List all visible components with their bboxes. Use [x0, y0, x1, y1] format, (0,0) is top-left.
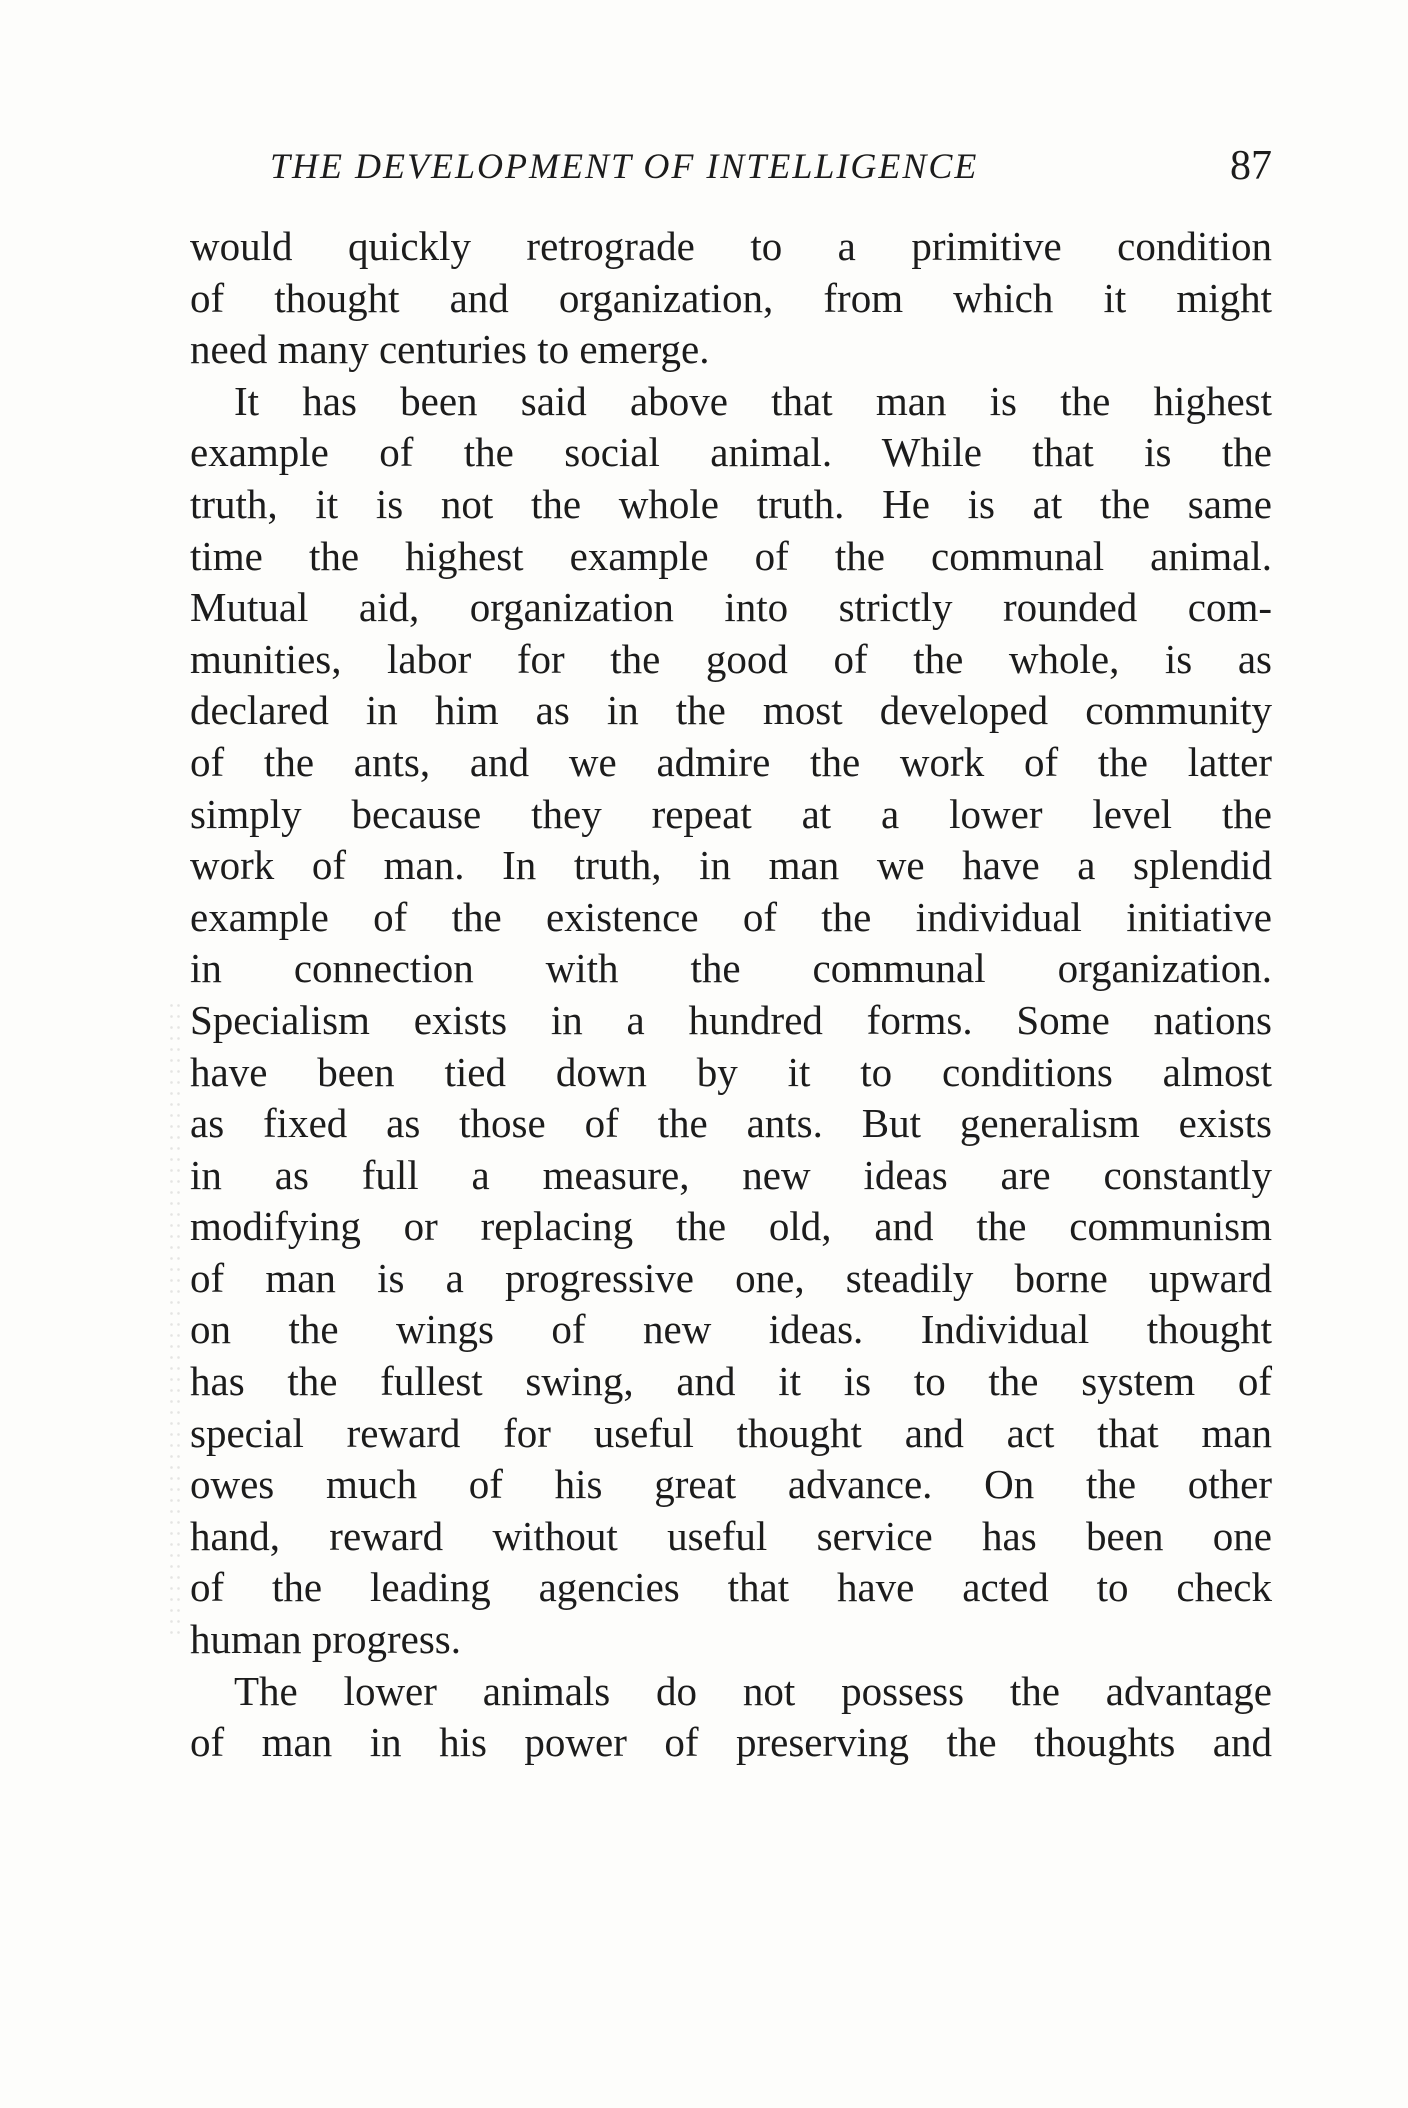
text-line: of thought and organization, from which it might — [190, 274, 1272, 321]
text-line: would quickly retrograde to a primitive condition — [190, 223, 1272, 269]
text-line: as fixed as those of the ants. But generalism exists — [190, 1100, 1272, 1147]
body-text — [190, 221, 1272, 1769]
margin-bleed-marks — [168, 1000, 182, 1640]
text-line: need many centuries to emerge. — [190, 326, 710, 373]
text-line: owes much of his great advance. On the other — [190, 1461, 1272, 1508]
text-line: The lower animals do not possess the advantage — [234, 1667, 1272, 1714]
text-line: of man is a progressive one, steadily borne upward — [190, 1254, 1272, 1301]
text-line: example of the social animal. While that is the — [190, 429, 1272, 476]
text-line: have been tied down by it to conditions almost — [190, 1048, 1272, 1095]
text-line: of the leading agencies that have acted to check — [190, 1564, 1272, 1611]
text-line: work of man. In truth, in man we have a splendid — [190, 842, 1272, 889]
text-line: on the wings of new ideas. Individual thought — [190, 1306, 1272, 1353]
text-line: Specialism exists in a hundred forms. Some nations — [190, 996, 1272, 1043]
running-title: THE DEVELOPMENT OF INTELLIGENCE — [270, 146, 979, 186]
text-line: of the ants, and we admire the work of the latter — [190, 738, 1272, 785]
running-head — [270, 136, 1272, 196]
text-line: in connection with the communal organization. — [190, 945, 1272, 992]
text-line: example of the existence of the individual initiative — [190, 893, 1272, 940]
text-line: truth, it is not the whole truth. He is at the same — [190, 480, 1272, 527]
text-line: time the highest example of the communal animal. — [190, 532, 1272, 579]
text-line: munities, labor for the good of the whole, is as — [190, 635, 1272, 682]
text-line: of man in his power of preserving the thoughts and — [190, 1719, 1272, 1766]
text-line: has the fullest swing, and it is to the system of — [190, 1358, 1272, 1405]
text-line: simply because they repeat at a lower level the — [190, 790, 1272, 837]
text-line: in as full a measure, new ideas are constantly — [190, 1151, 1272, 1198]
text-line: declared in him as in the most developed community — [190, 687, 1272, 734]
text-line: hand, reward without useful service has been one — [190, 1512, 1272, 1559]
text-line: modifying or replacing the old, and the communism — [190, 1203, 1272, 1250]
text-line: It has been said above that man is the highest — [234, 377, 1272, 424]
text-line: special reward for useful thought and act that man — [190, 1409, 1272, 1456]
text-line: Mutual aid, organization into strictly rounded com- — [190, 584, 1272, 631]
text-line: human progress. — [190, 1616, 462, 1663]
page-number: 87 — [1230, 143, 1272, 189]
